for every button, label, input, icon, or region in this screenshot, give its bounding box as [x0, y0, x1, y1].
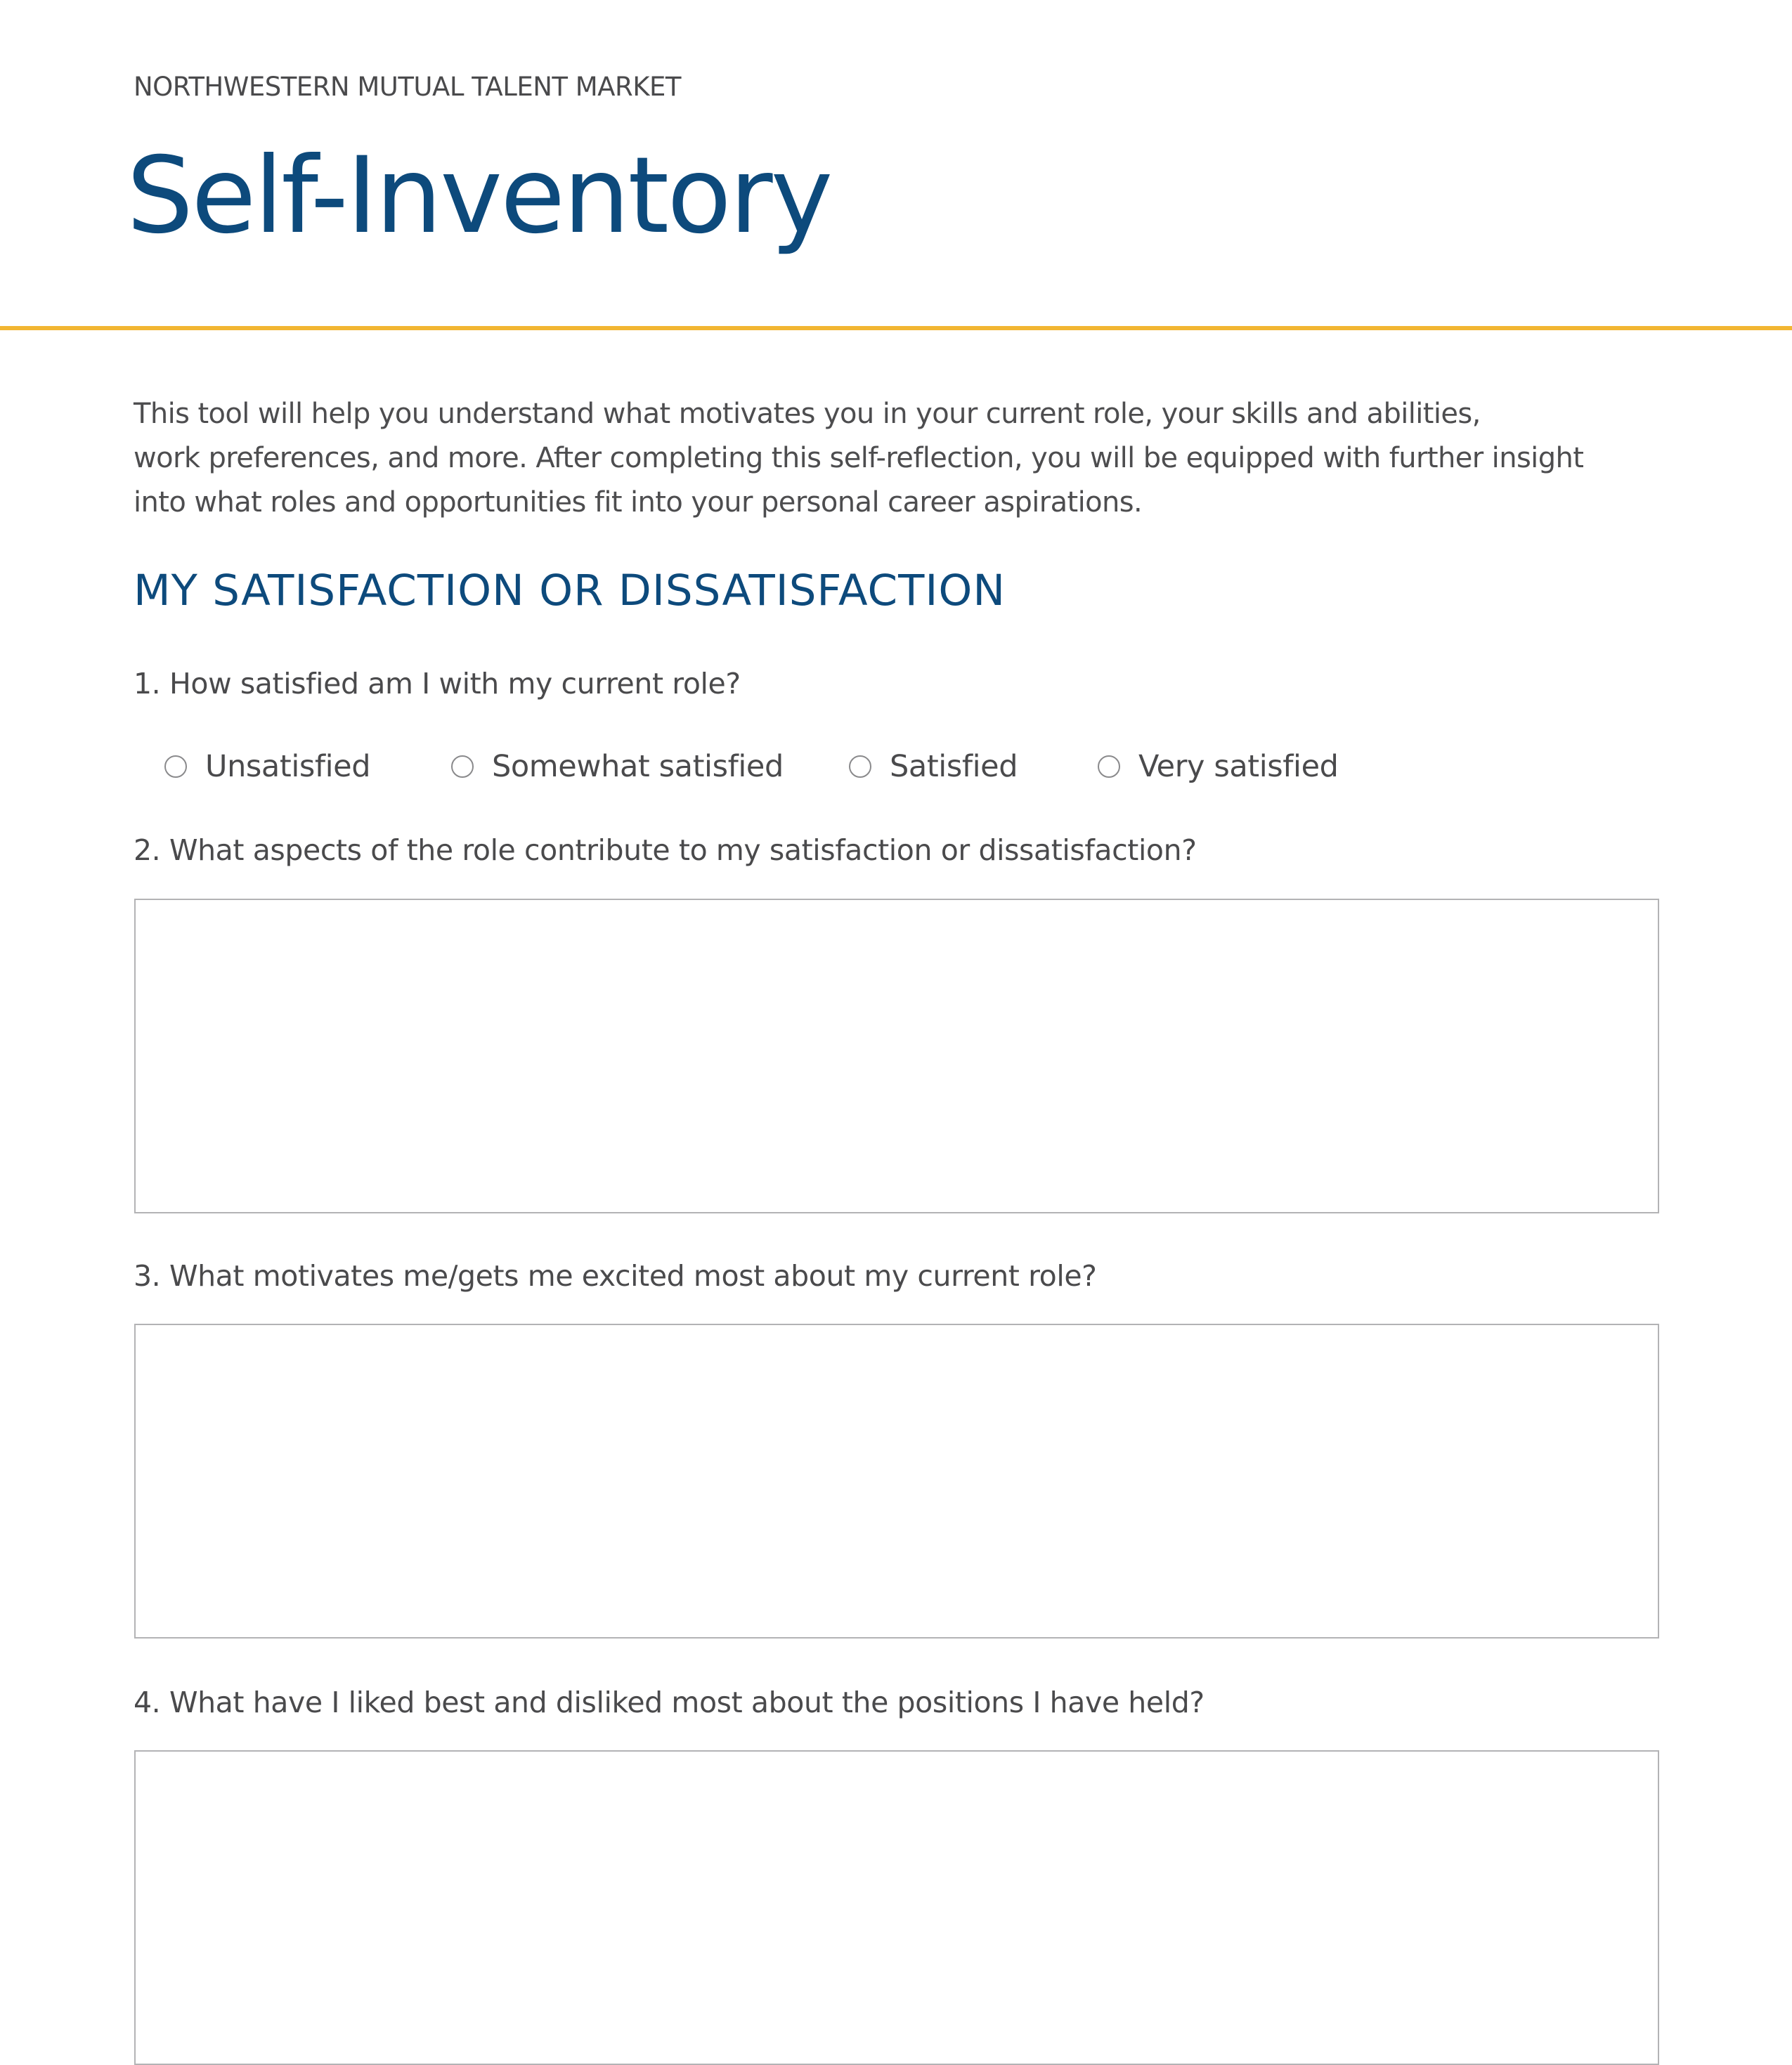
question-2-label: 2. What aspects of the role contribute to my satisfaction or dissatisfaction? [134, 833, 1197, 867]
question-2-answer-field[interactable] [134, 899, 1659, 1213]
radio-option-unsatisfied[interactable] [164, 747, 370, 786]
radio-circle-icon[interactable] [849, 755, 871, 778]
radio-option-somewhat-satisfied[interactable] [451, 747, 784, 786]
section-heading: MY SATISFACTION OR DISSATISFACTION [134, 566, 1006, 615]
accent-divider [0, 326, 1792, 330]
question-3-answer-field[interactable] [134, 1324, 1659, 1639]
question-1-label: 1. How satisfied am I with my current role? [134, 667, 741, 701]
satisfaction-radio-group [0, 747, 1792, 789]
radio-circle-icon[interactable] [451, 755, 474, 778]
radio-circle-icon[interactable] [1098, 755, 1120, 778]
radio-option-very-satisfied[interactable] [1098, 747, 1339, 786]
radio-circle-icon[interactable] [164, 755, 187, 778]
question-4-label: 4. What have I liked best and disliked most about the positions I have held? [134, 1686, 1205, 1719]
radio-label: Unsatisfied [205, 749, 371, 784]
brand-label: NORTHWESTERN MUTUAL TALENT MARKET [134, 72, 681, 102]
page-title: Self-Inventory [126, 135, 831, 257]
radio-label: Somewhat satisfied [492, 749, 784, 784]
intro-paragraph [134, 392, 1595, 525]
radio-option-satisfied[interactable] [849, 747, 1018, 786]
question-3-label: 3. What motivates me/gets me excited most about my current role? [134, 1259, 1097, 1293]
radio-label: Satisfied [890, 749, 1018, 784]
radio-label: Very satisfied [1138, 749, 1339, 784]
intro-line: This tool will help you understand what motivates you in your current role, your skills and abilities, [134, 398, 1481, 430]
question-4-answer-field[interactable] [134, 1750, 1659, 2065]
intro-line: work preferences, and more. After completing this self-reflection, you will be equipped with further insight [134, 442, 1584, 474]
intro-line: into what roles and opportunities fit into your personal career aspirations. [134, 486, 1143, 519]
